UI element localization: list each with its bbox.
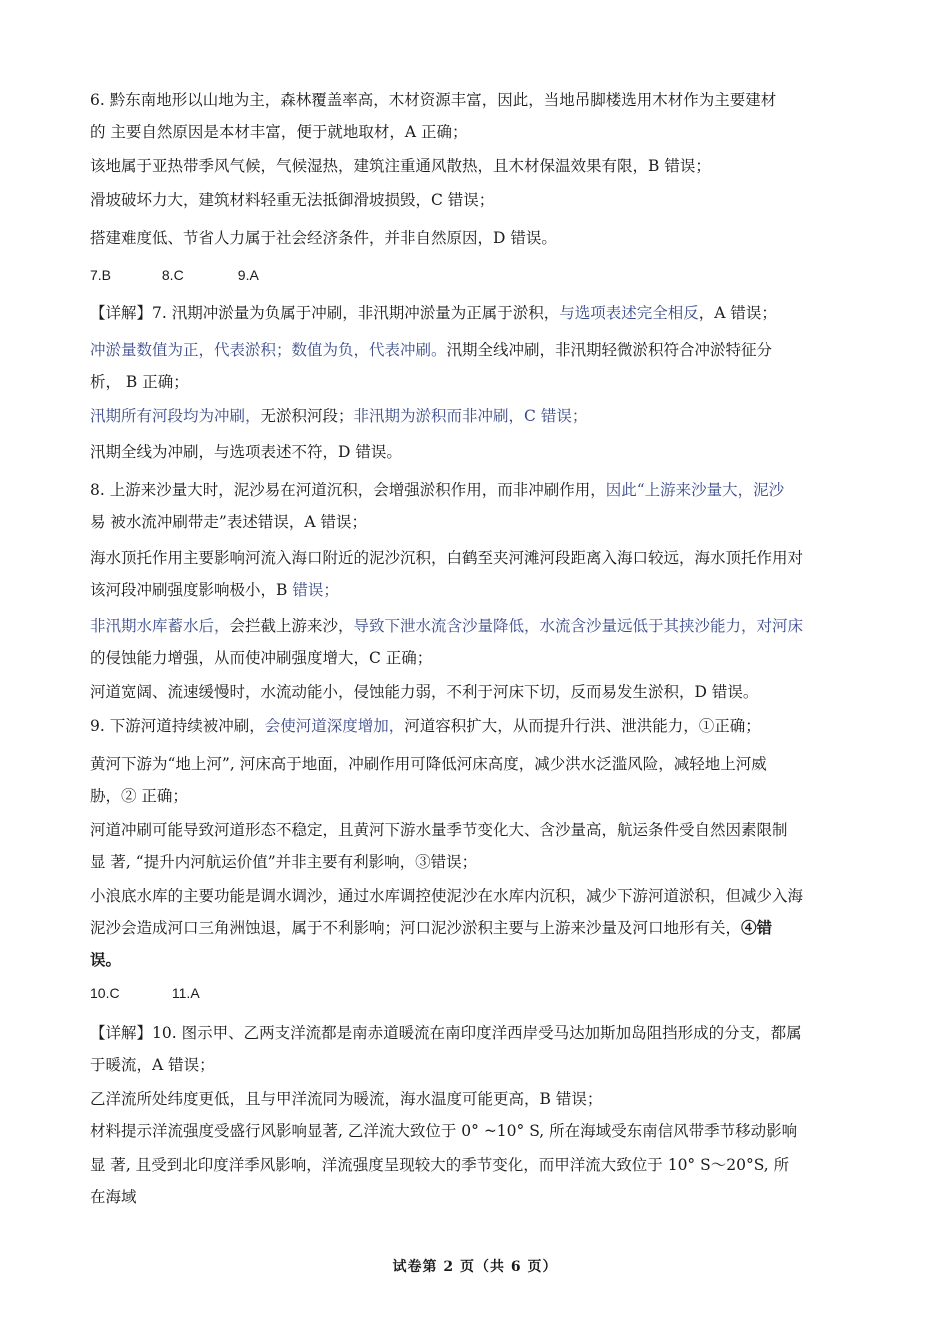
text-run: 无淤积河段； [260,407,354,425]
text-run: 泥沙会造成河口三角洲蚀退，属于不利影响；河口泥沙淤积主要与上游来沙量及河口地形有关， [90,919,742,937]
text-run: 乙洋流所处纬度更低，且与甲洋流同为暖流，海水温度可能更高，B 错误； [90,1090,603,1108]
text-run: 胁，② 正确； [90,787,188,805]
text-line [90,752,870,776]
text-line [90,916,870,940]
text-line [90,546,870,570]
text-run: 在海域 [90,1188,137,1206]
text-run: 河道容积扩大，从而提升行洪、泄洪能力，①正确； [404,717,761,735]
text-run: 冲淤量数值为正，代表淤积；数值为负，代表冲刷。 [90,341,447,359]
text-run: 于暖流，A 错误； [90,1056,215,1074]
text-run: 析， B 正确； [90,373,189,391]
text-run: 【详解】7. 汛期冲淤量为负属于冲刷，非汛期冲淤量为正属于淤积， [90,304,560,322]
text-line [90,440,870,464]
text-line [90,646,870,670]
text-run: 6. 黔东南地形以山地为主，森林覆盖率高，木材资源丰富，因此，当地吊脚楼选用木材作为主要建材 [90,91,777,109]
text-run: ④错 [741,918,773,937]
text-run: 【详解】10. 图示甲、乙两支洋流都是南赤道暖流在南印度洋西岸受马达加斯加岛阻挡形成的分支，都属 [90,1024,802,1042]
text-run: ，A 错误； [698,304,777,322]
text-line [90,154,870,178]
text-run: 搭建难度低、节省人力属于社会经济条件，并非自然原因，D 错误。 [90,229,557,247]
text-line [90,404,870,428]
text-line [90,120,870,144]
text-run: 误。 [90,950,122,969]
text-run: 显 著, “提升内河航运价值”并非主要有利影响，③错误； [90,853,478,871]
text-run: 的侵蚀能力增强，从而使冲刷强度增大，C 正确； [90,649,433,667]
text-run: 黄河下游为“地上河”, 河床高于地面，冲刷作用可降低河床高度，减少洪水泛滥风险，减轻地上河威 [90,755,767,773]
answer-key-row-2 [90,983,200,1003]
text-run: 的 主要自然原因是本材丰富，便于就地取材，A 正确； [90,123,468,141]
answer-key-item: 10.C [90,985,120,1001]
text-run: 因此“上游来沙量大，泥沙 [605,481,785,499]
text-line [90,188,870,212]
text-line [90,578,870,602]
text-run: 河道宽阔、流速缓慢时，水流动能小，侵蚀能力弱，不利于河床下切，反而易发生淤积，D 错误。 [90,683,759,701]
answer-key-row-1 [90,265,259,285]
text-line [90,510,870,534]
text-run: 与选项表述完全相反 [559,304,699,322]
text-run: 汛期所有河段均为冲刷， [90,407,261,425]
answer-key-item: 7.B [90,267,112,283]
text-line [90,784,870,808]
text-line [90,850,870,874]
text-run: 会拦截上游来沙， [229,617,354,635]
text-run: 非汛期水库蓄水后， [90,617,230,635]
text-line [90,714,870,738]
text-line [90,301,870,325]
text-run: 海水顶托作用主要影响河流入海口附近的泥沙沉积，白鹤至夹河滩河段距离入海口较远，海水顶托作用对 [90,549,804,567]
text-line [90,1087,870,1111]
text-line [90,88,870,112]
text-run: 且黄河下游水量季节变化大、含沙量高，航运条件受自然因素限制 [338,821,788,839]
text-line [90,884,870,908]
text-line [90,1021,870,1045]
text-run: 材料提示洋流强度受盛行风影响显著, 乙洋流大致位于 0° ~10° S, 所在海域受东南信风带季节移动影响 [90,1122,798,1140]
answer-key-item: 9.A [237,267,259,283]
text-line [90,1119,870,1143]
text-line [90,478,870,502]
text-run: 易 被水流冲刷带走”表述错误，A 错误； [90,513,367,531]
text-line [90,1153,870,1177]
text-run: 8. 上游来沙量大时，泥沙易在河道沉积，会增强淤积作用，而非冲刷作用， [90,481,606,499]
answer-key-item: 11.A [171,985,200,1001]
text-line [90,370,870,394]
text-run: 导致下泄水流含沙量降低，水流含沙量远低于其挟沙能力，对河床 [353,617,804,635]
text-line [90,818,870,842]
text-run: 会使河道深度增加， [264,717,405,735]
text-line [90,614,870,638]
text-run: 非汛期为淤积而非冲刷，C 错误； [353,407,588,425]
text-line [90,338,870,362]
text-run: 该河段冲刷强度影响极小，B [90,581,293,599]
text-run: 显 著, 且受到北印度洋季风影响，洋流强度呈现较大的季节变化，而甲洋流大致位于 10° S～20°S, 所 [90,1156,790,1174]
page-footer: 试卷第 2 页（共 6 页） [392,1259,558,1275]
text-line [90,1185,870,1209]
text-run: 9. 下游河道持续被冲刷， [90,717,265,735]
text-run: 错误； [292,581,339,599]
answer-key-item: 8.C [161,267,184,283]
text-run: 该地属于亚热带季风气候，气候湿热，建筑注重通风散热，且木材保温效果有限，B 错误； [90,157,711,175]
text-run: 河道冲刷可能导致河道形态不稳定， [90,821,339,839]
text-run: 汛期全线冲刷，非汛期轻微淤积符合冲淤特征分 [446,341,773,359]
text-run: 滑坡破坏力大，建筑材料轻重无法抵御滑坡损毁，C 错误； [90,191,495,209]
text-line [90,226,870,250]
text-run: 汛期全线为冲刷，与选项表述不符，D 错误。 [90,443,402,461]
text-line [90,948,870,972]
text-run: 小浪底水库的主要功能是调水调沙，通过水库调控使泥沙在水库内沉积，减少下游河道淤积，但减少入海 [90,887,804,905]
text-line [90,680,870,704]
text-line [90,1053,870,1077]
